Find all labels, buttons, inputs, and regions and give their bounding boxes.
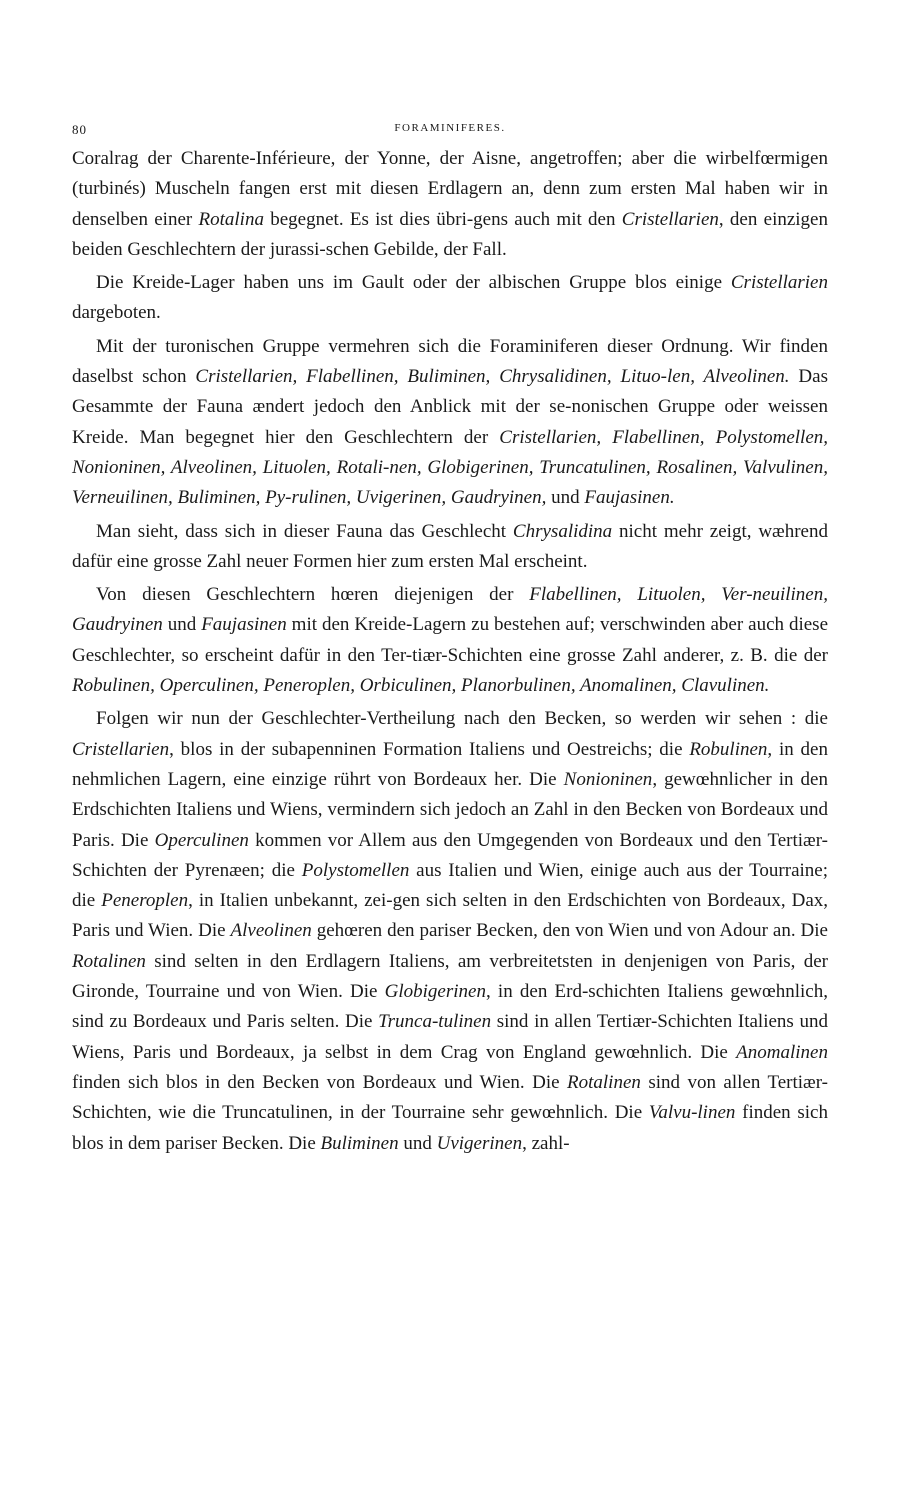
text-run: Mit der turonischen Gruppe vermehren sich die Foraminiferen dieser Ordnung. Wir finden daselbst schon — [72, 335, 828, 388]
italic-term: Uvigerinen — [436, 1132, 523, 1154]
italic-term: Rotalinen — [567, 1071, 641, 1093]
italic-term: Cristellarien, Flabellinen, Polystomellen, Nonioninen, Alveolinen, Lituolen, Rotali-nen, Globigerinen, Truncatulinen, Rosalinen, Valvulinen, Verneuilinen, Buliminen, Py-rulinen, Uvigerinen, Gaudryinen, — [72, 426, 828, 509]
text-run: Coralrag der Charente-Inférieure, der Yonne, der Aisne, angetroffen; aber die wirbelfœrmigen (turbinés) Muscheln fangen erst mit diesen Erdlagern an, denn zum ersten Mal haben wir in denselben einer — [72, 148, 828, 230]
italic-term: Cristellarien — [72, 738, 170, 760]
italic-term: Faujasinen — [201, 614, 287, 636]
text-run: begegnet. Es ist dies übri-gens auch mit den — [263, 208, 622, 230]
text-run: und — [398, 1132, 437, 1154]
text-run: sind selten in den Erdlagern Italiens, am verbreitetsten in denjenigen von Paris, der Gironde, Tourraine und von Wien. Die — [72, 950, 828, 1003]
paragraph — [72, 580, 828, 701]
italic-term: Faujasinen. — [584, 487, 675, 509]
italic-term: Valvu-linen — [648, 1102, 736, 1124]
text-run: , zahl- — [522, 1132, 570, 1154]
text-run: , in Italien unbekannt, zei-gen sich selten in den Erdschichten von Bordeaux, Dax, Paris und Wien. Die — [72, 890, 828, 942]
italic-term: Robulinen, Operculinen, Peneroplen, Orbiculinen, Planorbulinen, Anomalinen, Clavulinen. — [72, 675, 770, 697]
text-run: nicht mehr zeigt, wæhrend dafür eine grosse Zahl neuer Formen hier zum ersten Mal erscheint. — [72, 520, 828, 572]
italic-term: Trunca-tulinen — [378, 1011, 492, 1033]
italic-term: Operculinen — [154, 829, 249, 851]
italic-term: Polystomellen — [301, 859, 410, 881]
italic-term: Rotalinen — [72, 950, 146, 972]
text-run: sind von allen Tertiær-Schichten, wie die Truncatulinen, in der Tourraine sehr gewœhnlich. Die — [72, 1071, 828, 1124]
paragraph — [72, 144, 828, 265]
italic-term: Rotalina — [198, 208, 264, 230]
italic-term: Anomalinen — [736, 1041, 828, 1063]
page-header — [72, 118, 828, 144]
text-run: Man sieht, dass sich in dieser Fauna das Geschlecht — [96, 520, 513, 542]
text-run: dargeboten. — [72, 302, 161, 324]
text-run: sind in allen Tertiær-Schichten Italiens und Wiens, Paris und Bordeaux, ja selbst in dem Crag von England gewœhnlich. Die — [72, 1011, 828, 1063]
text-run: , in den Erd-schichten Italiens gewœhnlich, sind zu Bordeaux und Paris selten. Die — [72, 981, 828, 1033]
text-run: , gewœhnlicher in den Erdschichten Italiens und Wiens, vermindern sich jedoch an Zahl in den Becken von Bordeaux und Paris. Die — [72, 768, 828, 851]
text-run: mit den Kreide-Lagern zu bestehen auf; verschwinden aber auch diese Geschlechter, so erscheint dafür in den Ter-tiær-Schichten eine grosse Zahl anderer, z. B. die der — [72, 614, 829, 666]
text-run: , in den nehmlichen Lagern, eine einzige rührt von Bordeaux her. Die — [72, 738, 828, 790]
body-text — [72, 144, 828, 1159]
paragraph — [72, 332, 828, 514]
paragraph — [72, 268, 828, 329]
text-run: Die Kreide-Lager haben uns im Gault oder der albischen Gruppe blos einige — [96, 272, 731, 294]
italic-term: Cristellarien, Flabellinen, Buliminen, Chrysalidinen, Lituo-len, Alveolinen. — [195, 366, 790, 388]
italic-term: Cristellarien — [730, 272, 828, 294]
text-run: kommen vor Allem aus den Umgegenden von Bordeaux und den Tertiær-Schichten der Pyrenæen; die — [72, 829, 828, 881]
italic-term: Globigerinen — [384, 981, 486, 1003]
text-run: Von diesen Geschlechtern hœren diejenigen der — [96, 584, 530, 606]
italic-term: Buliminen — [320, 1132, 399, 1154]
italic-term: Peneroplen — [101, 890, 189, 912]
italic-term: Alveolinen — [230, 920, 312, 942]
italic-term: Robulinen — [689, 738, 768, 760]
text-run: aus Italien und Wien, einige auch aus der Tourraine; die — [72, 859, 828, 912]
paragraph — [72, 517, 828, 578]
italic-term: Nonioninen — [563, 768, 653, 790]
text-run: finden sich blos in den Becken von Bordeaux und Wien. Die — [72, 1071, 568, 1093]
italic-term: Cristellarien — [621, 208, 719, 230]
text-run: , den einzigen beiden Geschlechtern der jurassi-schen Gebilde, der Fall. — [72, 208, 828, 260]
running-title: FORAMINIFERES. — [394, 122, 506, 134]
text-run: gehœren den pariser Becken, den von Wien und von Adour an. Die — [311, 920, 828, 942]
document-page — [72, 118, 828, 1162]
text-run: finden sich blos in dem pariser Becken. Die — [72, 1102, 828, 1154]
paragraph — [72, 704, 828, 1158]
text-run: , blos in der subapenninen Formation Italiens und Oestreichs; die — [169, 738, 690, 760]
text-run: und — [162, 614, 202, 636]
italic-term: Flabellinen, Lituolen, Ver-neuilinen, Gaudryinen — [72, 584, 828, 636]
italic-term: Chrysalidina — [512, 520, 613, 542]
text-run: und — [546, 487, 585, 509]
page-number: 80 — [72, 122, 87, 137]
text-run: Das Gesammte der Fauna ændert jedoch den Anblick mit der se-nonischen Gruppe oder weissen Kreide. Man begegnet hier den Geschlechtern der — [72, 366, 828, 448]
text-run: Folgen wir nun der Geschlechter-Vertheilung nach den Becken, so werden wir sehen : die — [96, 708, 828, 730]
